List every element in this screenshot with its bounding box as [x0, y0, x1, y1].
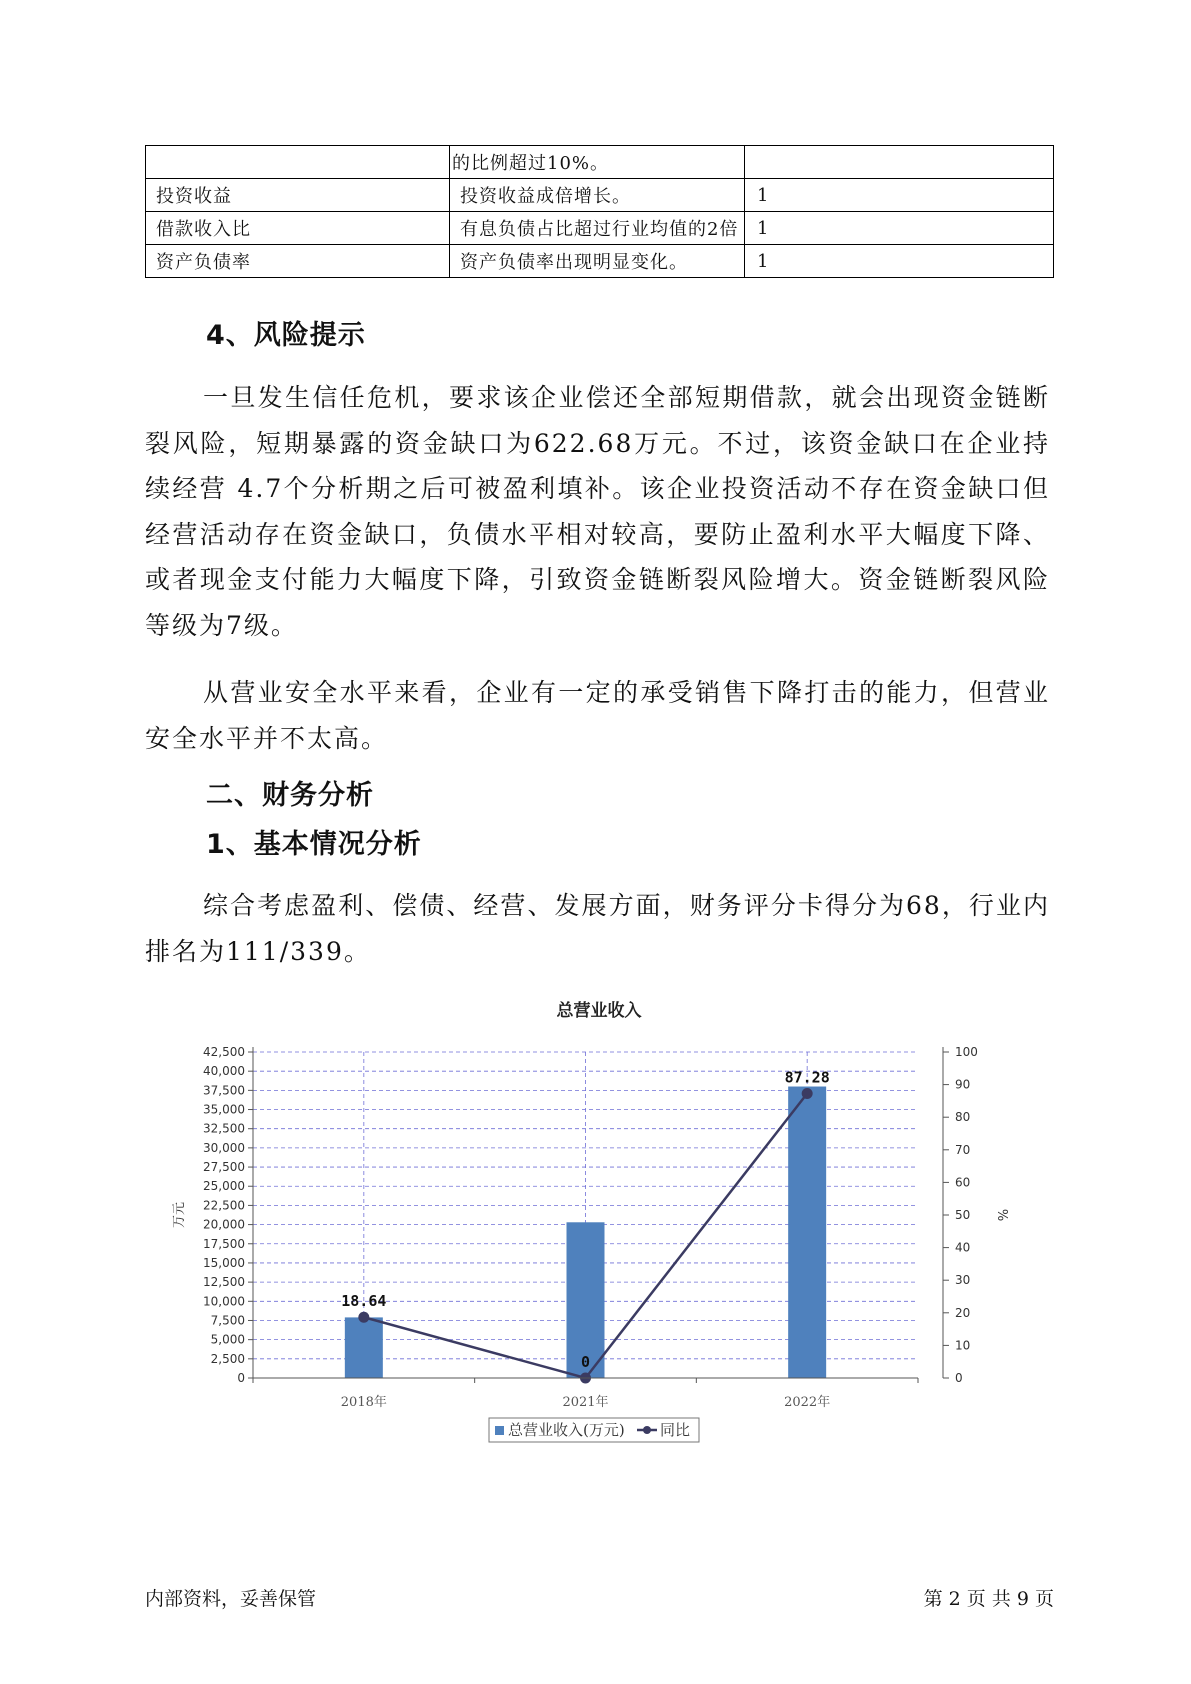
section-heading-risk: 4、风险提示	[206, 320, 366, 351]
y2-tick-label: 0	[955, 1371, 963, 1385]
y2-tick-label: 60	[955, 1175, 971, 1190]
legend-swatch-point	[643, 1426, 651, 1434]
y-tick-label: 35,000	[203, 1102, 245, 1117]
footer-page-number: 第 2 页 共 9 页	[923, 1588, 1054, 1610]
table-row	[146, 245, 1054, 278]
y2-tick-label: 40	[955, 1240, 971, 1255]
y2-tick-label: 10	[955, 1338, 971, 1353]
y-tick-label: 42,500	[203, 1045, 245, 1059]
y2-tick-label: 20	[955, 1305, 971, 1320]
revenue-chart-svg	[145, 995, 1055, 1460]
chart-data-label: 0	[580, 1353, 591, 1371]
y-tick-label: 30,000	[203, 1140, 245, 1155]
chart-point	[358, 1312, 369, 1323]
legend-label-revenue: 总营业收入(万元)	[508, 1421, 625, 1439]
y-tick-label: 40,000	[203, 1064, 245, 1079]
y-tick-label: 0	[237, 1371, 245, 1385]
table-row	[146, 179, 1054, 212]
chart-data-label: 87.28	[784, 1068, 830, 1087]
y2-tick-label: 90	[955, 1077, 971, 1092]
y-axis-label: 万元	[172, 1201, 187, 1229]
y-tick-label: 22,500	[203, 1198, 245, 1213]
y-tick-label: 7,500	[210, 1313, 245, 1328]
y-tick-label: 17,500	[203, 1236, 245, 1251]
y-tick-label: 32,500	[203, 1121, 245, 1136]
table-cell: 有息负债占比超过行业均值的2倍	[450, 212, 745, 245]
y2-tick-label: 100	[955, 1045, 978, 1059]
table-cell: 1	[745, 179, 1054, 212]
y2-tick-label: 70	[955, 1142, 971, 1157]
y-tick-label: 10,000	[203, 1294, 245, 1309]
legend-swatch-bar	[495, 1426, 504, 1435]
revenue-chart	[145, 995, 1055, 1460]
y2-tick-label: 30	[955, 1273, 971, 1288]
legend-label-yoy: 同比	[660, 1421, 691, 1439]
finance-paragraph: 综合考虑盈利、偿债、经营、发展方面，财务评分卡得分为68，行业内排名为111/339。	[145, 891, 1050, 966]
table-row	[146, 212, 1054, 245]
risk-indicator-table	[145, 145, 1054, 278]
footer-confidential-note: 内部资料，妥善保管	[145, 1588, 317, 1610]
chart-bar	[788, 1087, 826, 1378]
subsection-heading-basic: 1、基本情况分析	[206, 829, 422, 860]
risk-paragraph-2: 从营业安全水平来看，企业有一定的承受销售下降打击的能力，但营业安全水平并不太高。	[145, 678, 1050, 753]
y-tick-label: 12,500	[203, 1275, 245, 1290]
x-tick-label: 2018年	[340, 1395, 387, 1410]
risk-paragraph-1: 一旦发生信任危机，要求该企业偿还全部短期借款，就会出现资金链断裂风险，短期暴露的资金缺口为622.68万元。不过，该资金缺口在企业持续经营 4.7个分析期之后可被盈利填补。该企业投资活动不存在资金缺口但经营活动存在资金缺口，负债水平相对较高，要防止盈利水平大幅度下降、或者现金支付能力大幅度下降，引致资金链断裂风险增大。资金链断裂风险等级为7级。	[145, 383, 1050, 640]
y2-tick-label: 50	[955, 1208, 971, 1222]
table-cell: 资产负债率	[146, 245, 450, 278]
x-tick-label: 2022年	[784, 1395, 831, 1410]
table-cell: 1	[745, 212, 1054, 245]
x-tick-label: 2021年	[562, 1395, 609, 1410]
table-row	[146, 146, 1054, 179]
table-cell: 1	[745, 245, 1054, 278]
table-cell	[745, 146, 1054, 179]
chart-data-label: 18.64	[341, 1292, 387, 1311]
chart-bar	[345, 1317, 383, 1378]
chart-point	[802, 1088, 813, 1099]
y-tick-label: 15,000	[203, 1255, 245, 1270]
y-tick-label: 37,500	[203, 1083, 245, 1098]
chart-legend	[489, 1418, 699, 1442]
y-tick-label: 27,500	[203, 1160, 245, 1175]
table-cell: 资产负债率出现明显变化。	[450, 245, 745, 278]
section-heading-finance: 二、财务分析	[206, 780, 374, 811]
chart-title: 总营业收入	[556, 1001, 642, 1021]
y2-axis-label: %	[994, 1208, 1009, 1222]
y-tick-label: 2,500	[210, 1351, 245, 1366]
table-cell: 投资收益	[146, 179, 450, 212]
table-cell: 的比例超过10%。	[450, 146, 745, 179]
y2-tick-label: 80	[955, 1110, 971, 1125]
y-tick-label: 25,000	[203, 1179, 245, 1194]
y-tick-label: 20,000	[203, 1217, 245, 1232]
table-cell: 投资收益成倍增长。	[450, 179, 745, 212]
y-tick-label: 5,000	[210, 1332, 245, 1347]
table-cell	[146, 146, 450, 179]
table-cell: 借款收入比	[146, 212, 450, 245]
